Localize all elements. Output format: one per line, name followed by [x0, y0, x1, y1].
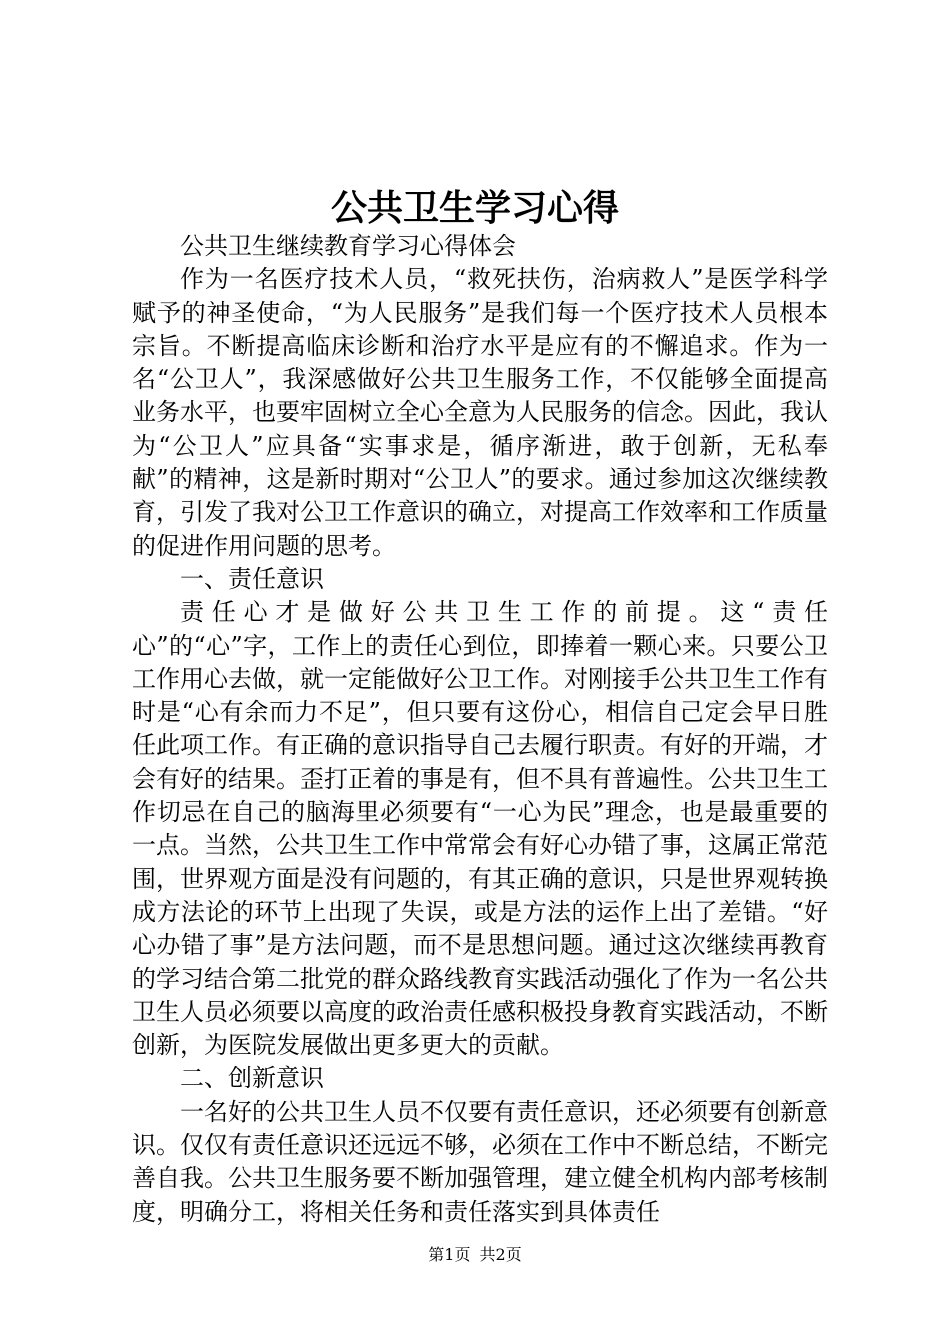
page-total: 共2页	[479, 1245, 522, 1264]
page-footer	[0, 1244, 950, 1266]
responsibility-paragraph: 责任心才是做好公共卫生工作的前提。这“责任心”的“心”字，工作上的责任心到位，即捧着一颗心来。只要公卫工作用心去做，就一定能做好公卫工作。对刚接手公共卫生工作有时是“心有余而力不足”，但只要有这份心，相信自己定会早日胜任此项工作。有正确的意识指导自己去履行职责。有好的开端，才会有好的结果。歪打正着的事是有，但不具有普遍性。公共卫生工作切忌在自己的脑海里必须要有“一心为民”理念，也是最重要的一点。当然，公共卫生工作中常常会有好心办错了事，这属正常范围，世界观方面是没有问题的，有其正确的意识，只是世界观转换成方法论的环节上出现了失误，或是方法的运作上出了差错。“好心办错了事”是方法问题，而不是思想问题。通过这次继续再教育的学习结合第二批党的群众路线教育实践活动强化了作为一名公共卫生人员必须要以高度的政治责任感积极投身教育实践活动，不断创新，为医院发展做出更多更大的贡献。	[132, 598, 828, 1060]
intro-paragraph: 作为一名医疗技术人员，“救死扶伤，治病救人”是医学科学赋予的神圣使命，“为人民服务”是我们每一个医疗技术人员根本宗旨。不断提高临床诊断和治疗水平是应有的不懈追求。作为一名“公卫人”，我深感做好公共卫生服务工作，不仅能够全面提高业务水平，也要牢固树立全心全意为人民服务的信念。因此，我认为“公卫人”应具备“实事求是，循序渐进，敢于创新，无私奉献”的精神，这是新时期对“公卫人”的要求。通过参加这次继续教育，引发了我对公卫工作意识的确立，对提高工作效率和工作质量的促进作用问题的思考。	[132, 265, 828, 560]
section-heading-innovation: 二、创新意识	[180, 1064, 324, 1093]
page-number: 第1页	[428, 1245, 471, 1264]
subtitle-paragraph: 公共卫生继续教育学习心得体会	[180, 232, 516, 260]
innovation-paragraph: 一名好的公共卫生人员不仅要有责任意识，还必须要有创新意识。仅仅有责任意识还远远不够，必须在工作中不断总结，不断完善自我。公共卫生服务要不断加强管理，建立健全机构内部考核制度，明确分工，将相关任务和责任落实到具体责任	[132, 1097, 828, 1226]
section-heading-responsibility: 一、责任意识	[180, 564, 324, 593]
document-body	[132, 230, 828, 1229]
document-title: 公共卫生学习心得	[330, 187, 619, 229]
